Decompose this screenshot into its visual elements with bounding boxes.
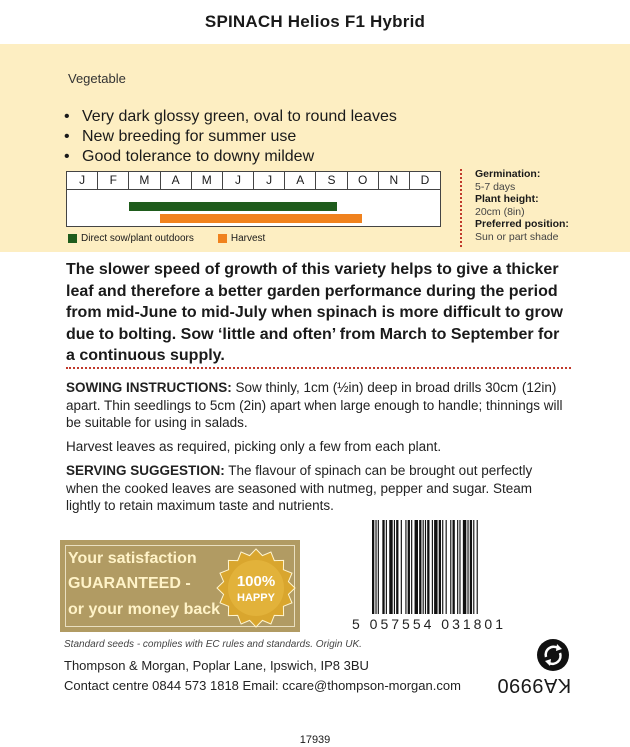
barcode-bar <box>389 520 392 614</box>
batch-number: 17939 <box>299 734 331 746</box>
company-contact: Contact centre 0844 573 1818 Email: ccare@thompson-morgan.com <box>64 678 461 693</box>
barcode-bar <box>396 520 398 614</box>
barcode-bar <box>415 520 418 614</box>
barcode-bar <box>423 520 424 614</box>
harvest-swatch <box>218 234 227 243</box>
guarantee-line-2: GUARANTEED - <box>68 575 191 592</box>
barcode-bar <box>450 520 451 614</box>
barcode-bar <box>378 520 379 614</box>
month-jul: J <box>254 172 285 189</box>
barcode-bar <box>372 520 374 614</box>
intro-paragraph: The slower speed of growth of this variety helps to give a thicker leaf and therefore a better garden performance during the period from mid-June to mid-July when spinach is more difficult to grow due to bolting. Sow ‘little and often’ from March to September for a continuous supply. <box>66 261 563 364</box>
barcode-bar <box>425 520 426 614</box>
guarantee-line-3: or your money back <box>68 601 221 618</box>
height-value: 20cm (8in) <box>475 205 525 218</box>
barcode-bar <box>419 520 421 614</box>
company-address: Thompson & Morgan, Poplar Lane, Ipswich, IP8 3BU <box>64 658 369 673</box>
barcode-bar <box>442 520 443 614</box>
sow-period-bar <box>129 202 337 211</box>
barcode-bar <box>477 520 478 614</box>
product-title: SPINACH Helios F1 Hybrid <box>204 12 426 31</box>
barcode-bar <box>427 520 429 614</box>
month-nov: N <box>379 172 410 189</box>
product-code: KA9990 <box>497 674 572 696</box>
serving-heading: SERVING SUGGESTION: <box>66 463 225 478</box>
barcode-bar <box>434 520 437 614</box>
barcode-bar <box>375 520 376 614</box>
germination-label: Germination: <box>475 168 541 180</box>
barcode-bar <box>394 520 395 614</box>
harvest-period-bar <box>160 214 362 223</box>
month-apr: A <box>161 172 192 189</box>
standard-seeds-note: Standard seeds - complies with EC rules and standards. Origin UK. <box>64 639 362 650</box>
barcode-bar <box>382 520 384 614</box>
barcode-bar <box>457 520 458 614</box>
month-jan: J <box>67 172 98 189</box>
feature-list <box>64 107 397 167</box>
satisfaction-badge-icon <box>216 548 296 628</box>
barcode-bar <box>473 520 474 614</box>
month-feb: F <box>98 172 129 189</box>
position-label: Preferred position: <box>475 218 569 230</box>
barcode-bar <box>453 520 455 614</box>
barcode-bar <box>463 520 466 614</box>
category-label: Vegetable <box>68 71 126 86</box>
growing-info <box>475 168 569 243</box>
barcode-bar <box>411 520 412 614</box>
month-oct: O <box>348 172 379 189</box>
serving-suggestion <box>66 462 566 515</box>
position-value: Sun or part shade <box>475 230 559 243</box>
barcode-bar <box>432 520 433 614</box>
sowing-calendar <box>66 171 441 227</box>
badge-happy: HAPPY <box>237 592 275 604</box>
barcode-bar <box>405 520 406 614</box>
guarantee-line-1: Your satisfaction <box>68 550 197 567</box>
barcode-bar <box>446 520 447 614</box>
harvest-paragraph: Harvest leaves as required, picking only a few from each plant. <box>66 439 442 454</box>
serving-text: The flavour of spinach can be brought out perfectly when the cooked leaves are seasoned with nutmeg, pepper and sugar. Steam lightly to retain maximum taste and nutrients. <box>66 463 533 513</box>
height-label: Plant height: <box>475 193 539 205</box>
month-sep: S <box>316 172 347 189</box>
vertical-divider <box>460 169 462 247</box>
month-row <box>67 172 440 190</box>
barcode <box>372 520 518 614</box>
barcode-bar <box>467 520 468 614</box>
month-jun: J <box>223 172 254 189</box>
barcode-bar <box>459 520 460 614</box>
sow-legend-label: Direct sow/plant outdoors <box>81 233 194 244</box>
barcode-bar <box>401 520 402 614</box>
barcode-bar <box>439 520 441 614</box>
month-dec: D <box>420 173 430 187</box>
sowing-text: Sow thinly, 1cm (½in) deep in broad drills 30cm (12in) apart. Thin seedlings to 5cm (2in) apart when large enough to handle; thinnings will be suitable for using in salads. <box>66 380 563 430</box>
barcode-bar <box>408 520 410 614</box>
calendar-legend <box>68 233 265 244</box>
horizontal-divider <box>66 367 571 369</box>
company-info <box>64 656 461 696</box>
badge-percent: 100% <box>236 573 276 590</box>
feature-item: • Good tolerance to downy mildew <box>64 147 397 167</box>
sowing-heading: SOWING INSTRUCTIONS: <box>66 380 232 395</box>
sowing-instructions <box>66 379 566 432</box>
month-aug: A <box>285 172 316 189</box>
month-mar: M <box>129 172 160 189</box>
germination-value: 5-7 days <box>475 180 516 193</box>
barcode-bar <box>470 520 472 614</box>
harvest-legend-label: Harvest <box>230 233 266 244</box>
feature-item: • New breeding for summer use <box>64 127 397 147</box>
sow-swatch <box>68 234 77 243</box>
recycle-icon <box>536 638 570 672</box>
barcode-bar <box>386 520 387 614</box>
barcode-number: 5 057554 031801 <box>352 616 506 632</box>
feature-item: • Very dark glossy green, oval to round leaves <box>64 107 397 127</box>
month-may: M <box>192 172 223 189</box>
